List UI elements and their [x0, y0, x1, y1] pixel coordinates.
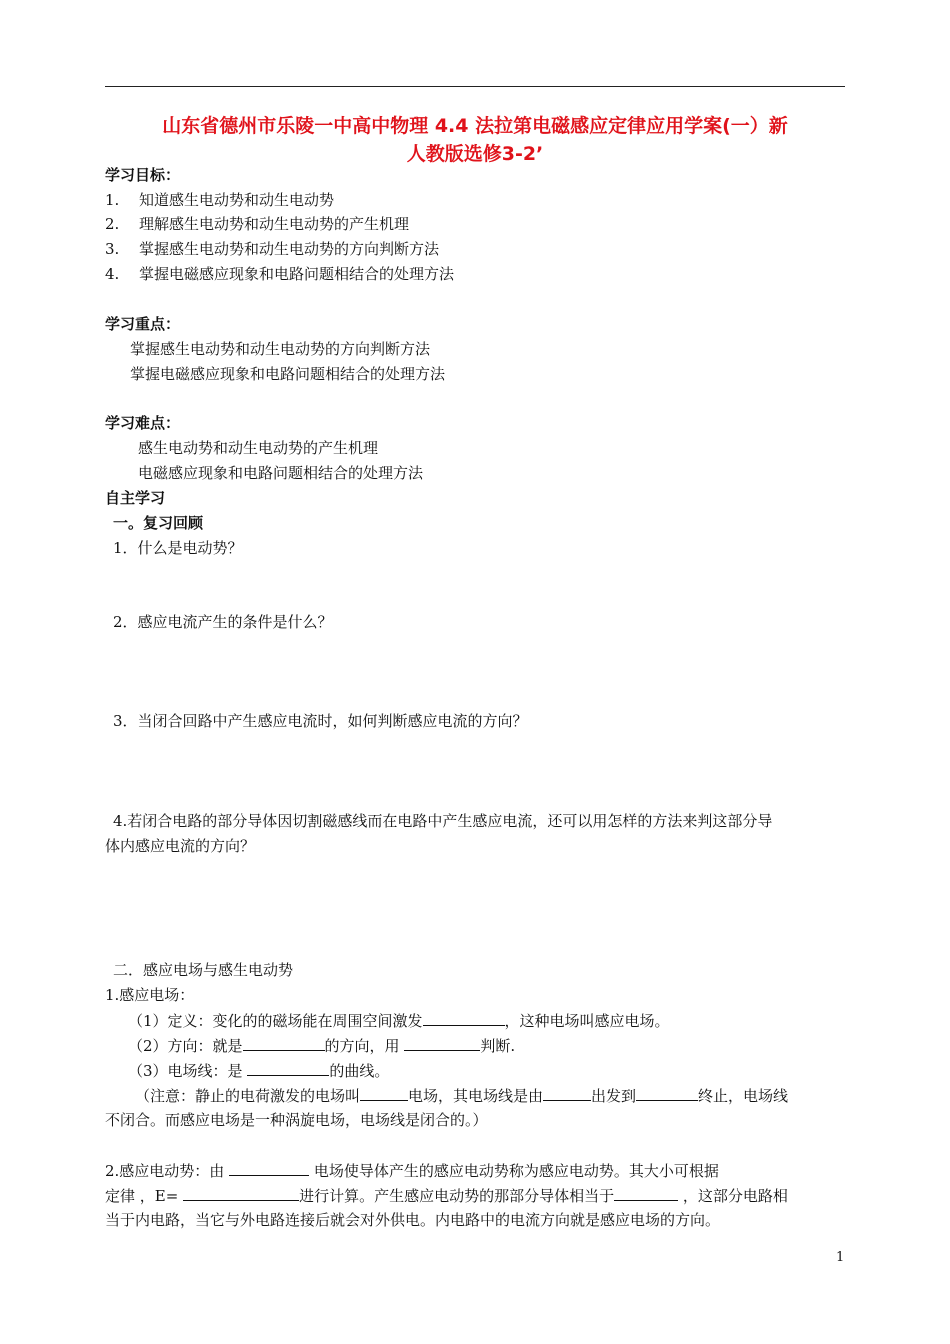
review-heading: 一。复习回顾	[113, 514, 204, 532]
induced-field-subheading: 1.感应电场：	[105, 986, 195, 1004]
fill-blank[interactable]	[183, 1185, 299, 1201]
title-line-2: 人教版选修3-2’	[406, 143, 544, 165]
review-question-line: 4.若闭合电路的部分导体因切割磁感线而在电路中产生感应电流，还可以用怎样的方法来判这部分导	[113, 812, 773, 830]
goal-item	[105, 214, 409, 234]
emf-text: 进行计算。产生感应电动势的那部分导体相当于	[299, 1187, 615, 1205]
review-question-line: 体内感应电流的方向？	[105, 837, 256, 855]
difficulty-item: 感生电动势和动生电动势的产生机理	[138, 439, 379, 457]
keypoints-heading: 学习重点：	[105, 315, 181, 333]
field-line-line	[128, 1060, 389, 1081]
fill-blank[interactable]	[243, 1035, 325, 1051]
review-question: 1．什么是电动势？	[113, 539, 243, 557]
goal-number: 4.	[105, 265, 120, 283]
note-text: （注意：静止的电荷激发的电场叫	[135, 1087, 361, 1105]
goal-item	[105, 190, 334, 210]
title-line-1: 山东省德州市乐陵一中高中物理 4.4 法拉第电磁感应定律应用学案(一）新	[162, 115, 788, 137]
fill-blank[interactable]	[636, 1085, 698, 1101]
fill-blank[interactable]	[229, 1160, 309, 1176]
fill-blank[interactable]	[404, 1035, 480, 1051]
difficulties-heading: 学习难点：	[105, 414, 181, 432]
self-study-heading: 自主学习	[105, 489, 166, 507]
fill-blank[interactable]	[360, 1085, 408, 1101]
fill-blank[interactable]	[247, 1060, 329, 1076]
note-text: 电场，其电场线是由	[408, 1087, 544, 1105]
direction-line	[128, 1035, 515, 1056]
difficulty-item: 电磁感应现象和电路问题相结合的处理方法	[138, 464, 424, 482]
direction-text: （2）方向：就是	[128, 1037, 243, 1055]
goal-number: 3.	[105, 240, 120, 258]
emf-line	[105, 1185, 788, 1206]
keypoint-item: 掌握感生电动势和动生电动势的方向判断方法	[130, 340, 431, 358]
definition-line	[128, 1010, 670, 1031]
fill-blank[interactable]	[614, 1185, 678, 1201]
note-text: 终止，电场线	[698, 1087, 789, 1105]
fill-blank[interactable]	[423, 1010, 505, 1026]
note-text: 出发到	[591, 1087, 637, 1105]
goal-text: 掌握电磁感应现象和电路问题相结合的处理方法	[139, 265, 455, 283]
goal-text: 理解感生电动势和动生电动势的产生机理	[139, 215, 410, 233]
keypoint-item: 掌握电磁感应现象和电路问题相结合的处理方法	[130, 365, 446, 383]
goal-text: 掌握感生电动势和动生电动势的方向判断方法	[139, 240, 440, 258]
direction-text: 判断.	[480, 1037, 516, 1055]
definition-text: （1）定义：变化的的磁场能在周围空间激发	[128, 1012, 423, 1030]
goals-heading: 学习目标：	[105, 166, 181, 184]
emf-text: 定律 ，E=	[105, 1187, 179, 1205]
emf-text: ，这部分电路相	[682, 1187, 788, 1205]
direction-text: 的方向，用	[324, 1037, 400, 1055]
review-question: 2．感应电流产生的条件是什么？	[113, 613, 333, 631]
emf-text: 电场使导体产生的感应电动势称为感应电动势。其大小可根据	[313, 1162, 719, 1180]
definition-text: ，这种电场叫感应电场。	[504, 1012, 670, 1030]
goal-number: 2.	[105, 215, 120, 233]
emf-line	[105, 1160, 719, 1181]
field-line-text: （3）电场线：是	[128, 1062, 243, 1080]
section2-heading: 二．感应电场与感生电动势	[113, 961, 294, 979]
review-question: 3．当闭合回路中产生感应电流时，如何判断感应电流的方向？	[113, 712, 528, 730]
note-line: 不闭合。而感应电场是一种涡旋电场，电场线是闭合的。）	[105, 1111, 488, 1129]
goal-number: 1.	[105, 191, 120, 209]
page-number: 1	[836, 1250, 845, 1265]
emf-text: 2.感应电动势：由	[105, 1162, 225, 1180]
goal-item	[105, 264, 454, 284]
note-line	[135, 1085, 788, 1106]
goal-text: 知道感生电动势和动生电动势	[139, 191, 335, 209]
header-rule	[105, 86, 845, 87]
emf-line: 当于内电路，当它与外电路连接后就会对外供电。内电路中的电流方向就是感应电场的方向。	[105, 1211, 721, 1229]
goal-item	[105, 239, 439, 259]
fill-blank[interactable]	[543, 1085, 591, 1101]
field-line-text: 的曲线。	[329, 1062, 390, 1080]
